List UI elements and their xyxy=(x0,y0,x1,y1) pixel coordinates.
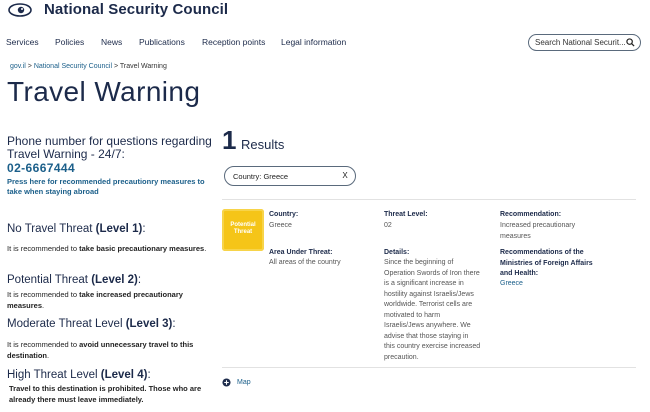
threat-badge: Potential Threat xyxy=(222,209,264,251)
level-2-text: It is recommended to take increased precautionary measures. xyxy=(7,290,183,310)
phone-question: Phone number for questions regarding Travel Warning - 24/7: xyxy=(7,134,212,161)
nav-policies[interactable]: Policies xyxy=(55,37,85,47)
logo-icon[interactable] xyxy=(8,3,32,17)
country-label: Country: xyxy=(269,211,299,218)
threat-level-value: 02 xyxy=(384,222,392,229)
nav-services[interactable]: Services xyxy=(6,37,39,47)
details-text: Since the beginning of Operation Swords of Iron there is a significant increase in hostility against Israelis/Jews worldwide. Terrorist cells are motivated to harm Israelis/Jews anywhere. We advise that those staying in this country exercise increased precaution. xyxy=(384,259,481,361)
breadcrumb-current: Travel Warning xyxy=(119,63,167,70)
search-placeholder: Search National Securit... xyxy=(535,38,626,47)
site-title[interactable]: National Security Council xyxy=(44,1,229,18)
filter-value: Greece xyxy=(263,172,289,181)
nav-publications[interactable]: Publications xyxy=(139,37,185,47)
country-value: Greece xyxy=(269,222,292,229)
breadcrumb-sep: > xyxy=(27,63,32,70)
level-1-text: It is recommended to take basic precautionary measures. xyxy=(7,244,207,253)
nav-news[interactable]: News xyxy=(101,37,123,47)
level-4-heading: High Threat Level (Level 4): xyxy=(7,369,151,381)
recommendation-label: Recommendation: xyxy=(500,211,562,218)
country-filter-chip[interactable] xyxy=(224,166,356,186)
filter-label: Country: xyxy=(233,172,262,181)
phone-number[interactable]: 02-6667444 xyxy=(7,161,76,175)
nav-legal-information[interactable]: Legal information xyxy=(281,37,347,47)
site-header xyxy=(0,0,650,60)
nav-reception-points[interactable]: Reception points xyxy=(202,37,266,47)
search-icon[interactable] xyxy=(626,38,635,47)
level-4-text: Travel to this destination is prohibited. Those who are already there must leave immediately. xyxy=(9,384,202,404)
map-link[interactable]: Map xyxy=(237,379,251,386)
page-title: Travel Warning xyxy=(7,76,201,107)
breadcrumb-home[interactable]: gov.il xyxy=(10,63,26,70)
recommendation-value: Increased precautionary measures xyxy=(500,222,576,240)
level-1-heading: No Travel Threat (Level 1): xyxy=(7,223,146,235)
area-value: All areas of the country xyxy=(269,259,341,266)
threat-level-label: Threat Level: xyxy=(384,211,428,218)
divider xyxy=(222,199,636,200)
level-3-text: It is recommended to avoid unnecessary travel to this destination. xyxy=(7,340,194,360)
close-icon[interactable]: X xyxy=(342,171,348,180)
level-3-heading: Moderate Threat Level (Level 3): xyxy=(7,318,176,330)
precaution-link[interactable]: Press here for recommended precautionry measures to take when staying abroad xyxy=(7,177,205,196)
breadcrumb-sep: > xyxy=(113,63,119,70)
area-label: Area Under Threat: xyxy=(269,249,333,256)
results-label: Results xyxy=(241,137,285,152)
level-2-heading: Potential Threat (Level 2): xyxy=(7,274,142,286)
ministries-rec-link[interactable]: Greece xyxy=(500,280,523,287)
divider xyxy=(222,367,636,368)
search-input[interactable] xyxy=(528,34,641,51)
results-count: 1 xyxy=(222,125,237,155)
breadcrumb xyxy=(10,63,167,70)
ministries-rec-label: Recommendations of the Ministries of Foreign Affairs and Health: xyxy=(500,249,593,277)
details-label: Details: xyxy=(384,249,410,256)
plus-circle-icon[interactable] xyxy=(222,378,231,387)
breadcrumb-nsc[interactable]: National Security Council xyxy=(33,63,113,70)
